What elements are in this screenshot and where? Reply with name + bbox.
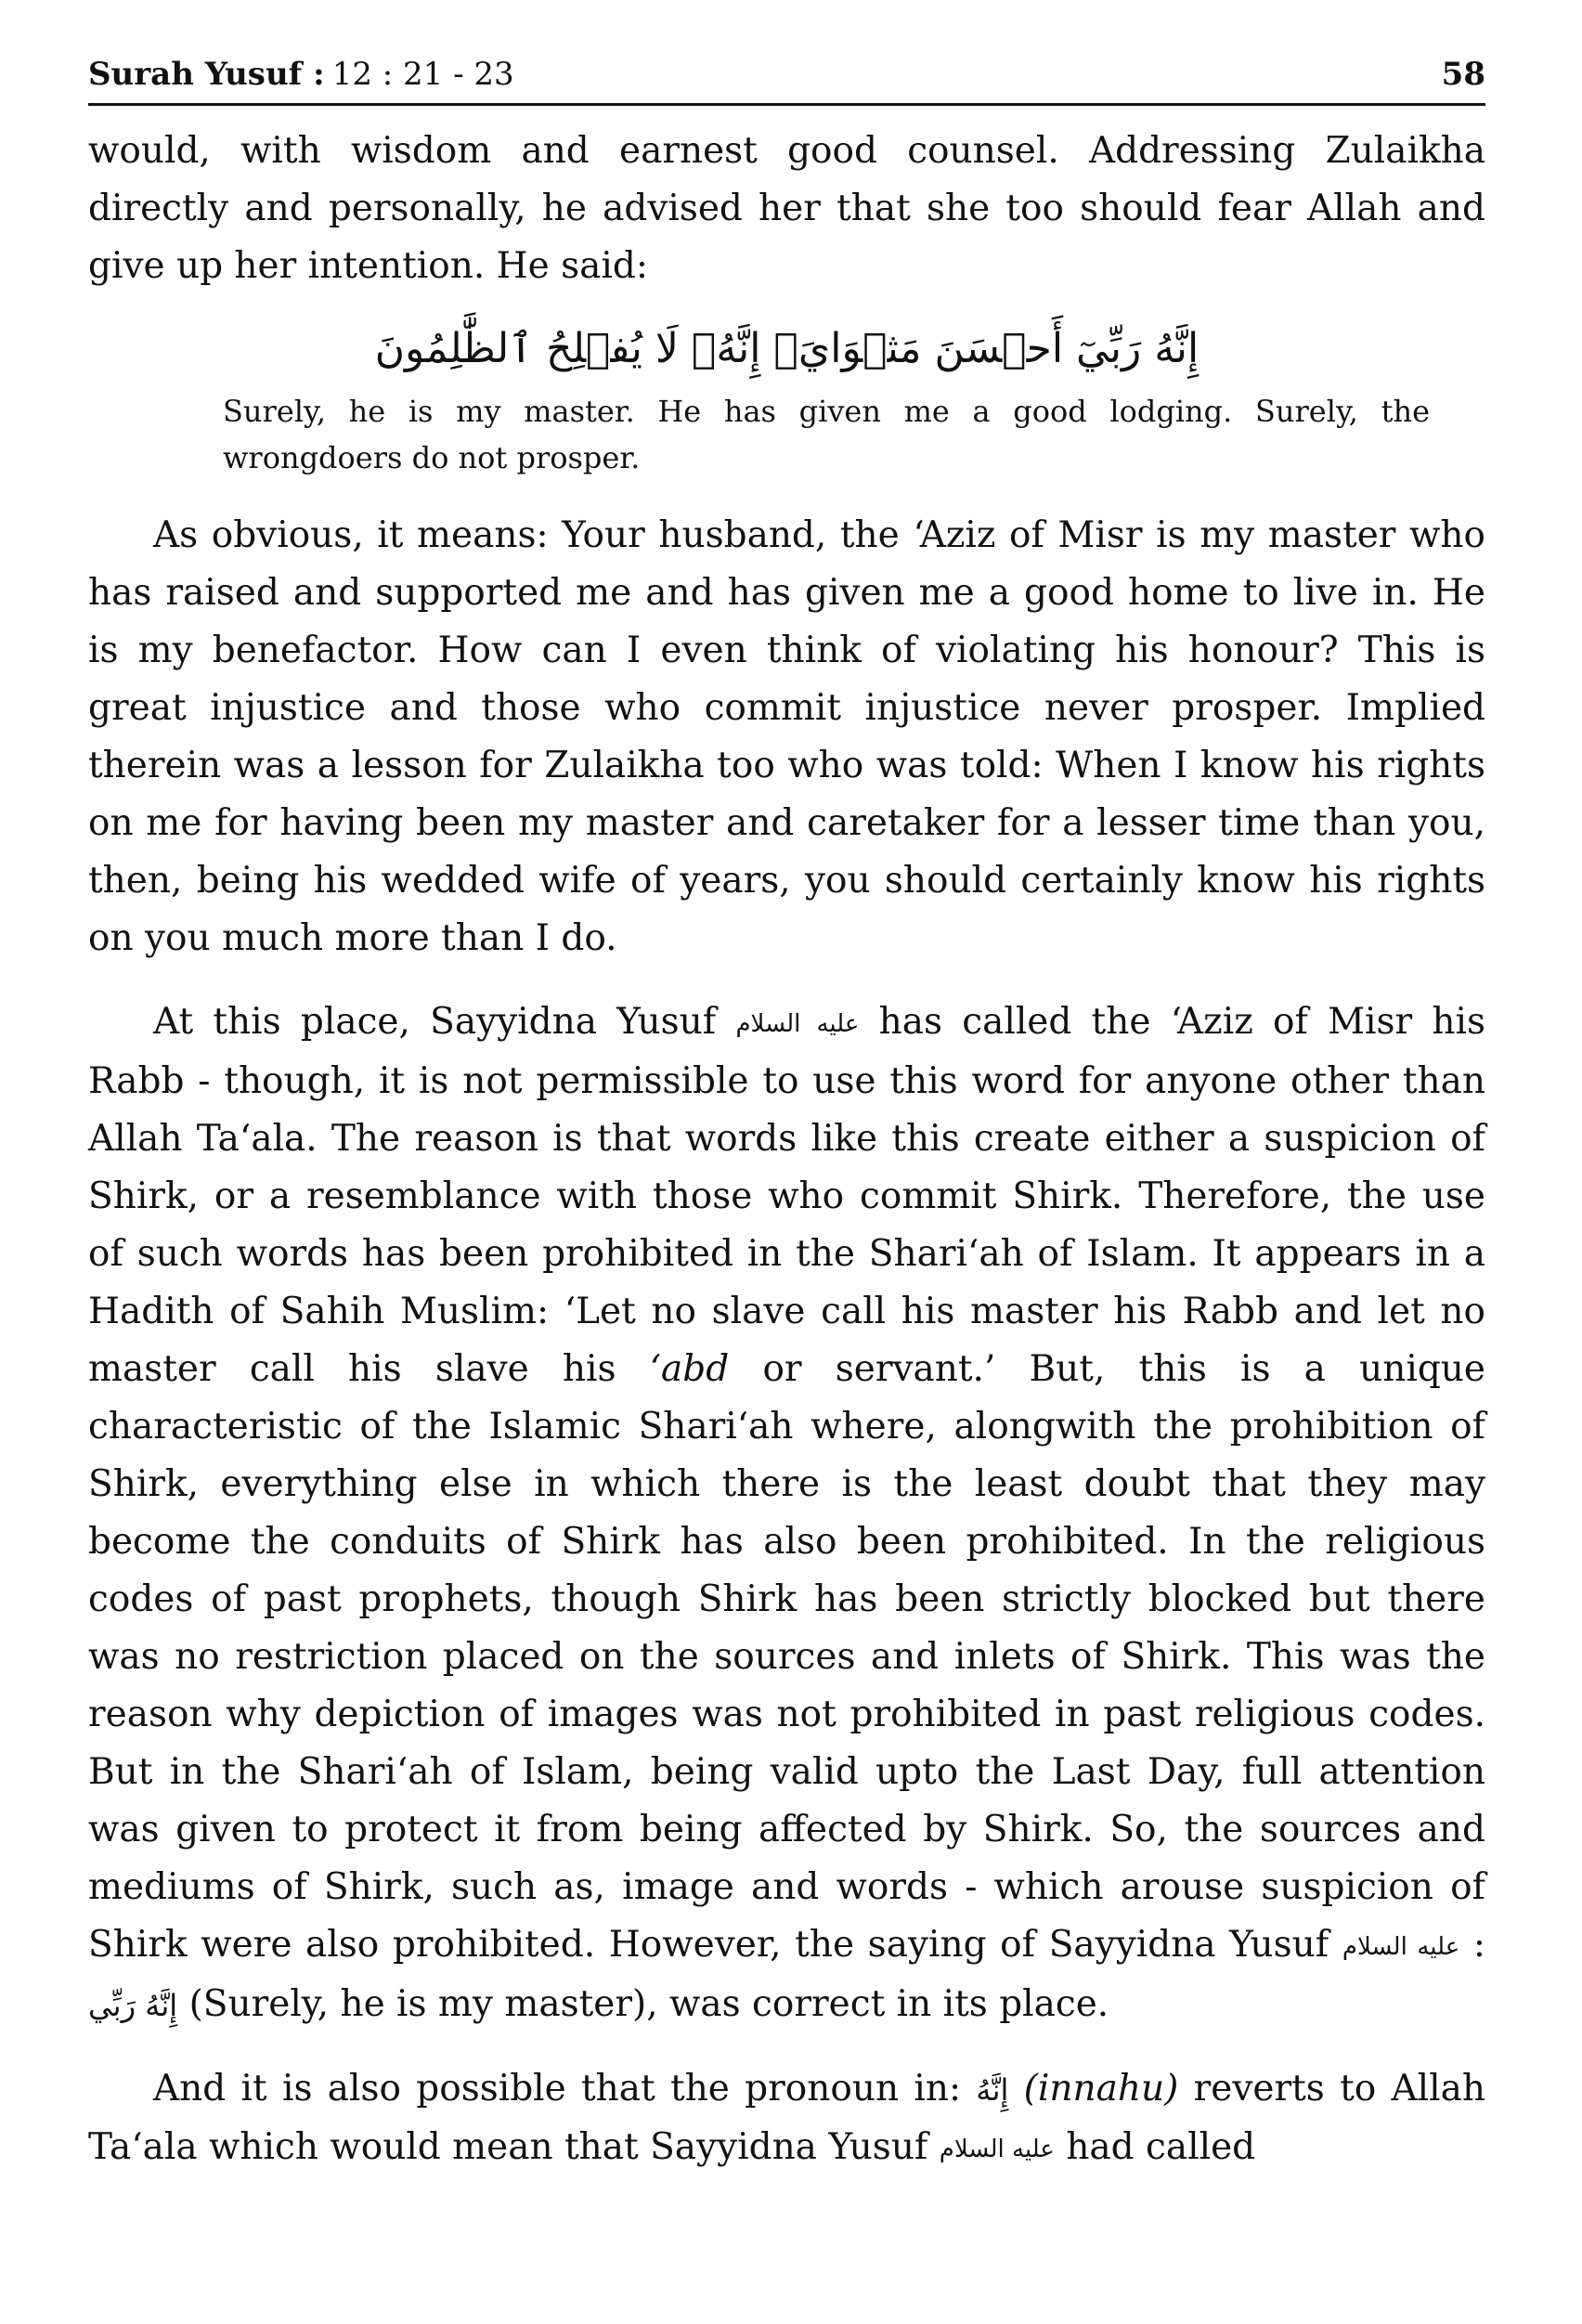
p3-colon: : (1472, 1924, 1486, 1966)
p3-text-a: At this place, Sayyidna Yusuf (153, 1001, 717, 1043)
verse-reference: 12 : 21 - 23 (331, 56, 514, 93)
p4-text-c: had called (1066, 2126, 1256, 2168)
arabic-verse: إِنَّهُ رَبِّيٓ أَحۡسَنَ مَثۡوَايَۖ إِنَّهُۥ لَا يُفۡلِحُ ٱلظَّٰلِمُونَ (374, 325, 1199, 372)
surah-name: Surah Yusuf : (88, 56, 325, 93)
honorific-glyph: عليه السلام (735, 1010, 860, 1038)
innahu-term: (innahu) (1023, 2068, 1179, 2110)
arabic-inline: إِنَّهُ (976, 2072, 1009, 2108)
p4-text-a: And it is also possible that the pronoun in: (153, 2068, 962, 2110)
running-header (88, 51, 1485, 106)
p3-text-c: or servant.’ But, this is a unique characteristic of the Islamic Shari‘ah where, alongwith the prohibition of Shirk, everything else in which there is the least doubt that they may become the conduits of Shirk has also been prohibited. In the religious codes of past prophets, though Shirk has been strictly blocked but there was no restriction placed on the sources and inlets of Shirk. This was the reason why depiction of images was not prohibited in past religious codes. But in the Shari‘ah of Islam, being valid upto the Last Day, full attention was given to protect it from being affected by Shirk. So, the sources and mediums of Shirk, such as, image and words - which arouse suspicion of Shirk were also prohibited. However, the saying of Sayyidna Yusuf (88, 1348, 1485, 1966)
arabic-inline: إِنَّهُ رَبِّي (88, 1988, 178, 2023)
page-number: 58 (1441, 56, 1485, 93)
honorific-glyph: عليه السلام (1342, 1933, 1460, 1961)
paragraph-1: would, with wisdom and earnest good counsel. Addressing Zulaikha directly and personally, he advised her that she too should fear Allah and give up her intention. He said: (88, 130, 1485, 287)
paragraph-3 (88, 993, 1485, 2034)
book-page (88, 51, 1485, 2178)
body-text (88, 123, 1485, 2178)
p3-text-b: has called the ‘Aziz of Misr his Rabb - though, it is not permissible to use this word for anyone other than Allah Ta‘ala. The reason is that words like this create either a suspicion of Shirk, or a resemblance with those who commit Shirk. Therefore, the use of such words has been prohibited in the Shari‘ah of Islam. It appears in a Hadith of Sahih Muslim: ‘Let no slave call his master his Rabb and let no master call his slave his (88, 1001, 1486, 1390)
honorific-glyph: عليه السلام (939, 2136, 1055, 2163)
p4-text-b: reverts to Allah Ta‘ala which would mean that Sayyidna Yusuf (88, 2068, 1485, 2168)
abd-term: ‘abd (649, 1348, 730, 1390)
verse-translation: Surely, he is my master. He has given me a good lodging. Surely, the wrongdoers do not prosper. (223, 394, 1430, 475)
paragraph-4 (88, 2060, 1485, 2178)
paragraph-2: As obvious, it means: Your husband, the ‘Aziz of Misr is my master who has raised and supported me and has given me a good home to live in. He is my benefactor. How can I even think of violating his honour? This is great injustice and those who commit injustice never prosper. Implied therein was a lesson for Zulaikha too who was told: When I know his rights on me for having been my master and caretaker for a lesser time than you, then, being his wedded wife of years, you should certainly know his rights on you much more than I do. (88, 514, 1485, 959)
p3-text-e: (Surely, he is my master), was correct in its place. (188, 1983, 1109, 2025)
header-title (88, 51, 514, 97)
